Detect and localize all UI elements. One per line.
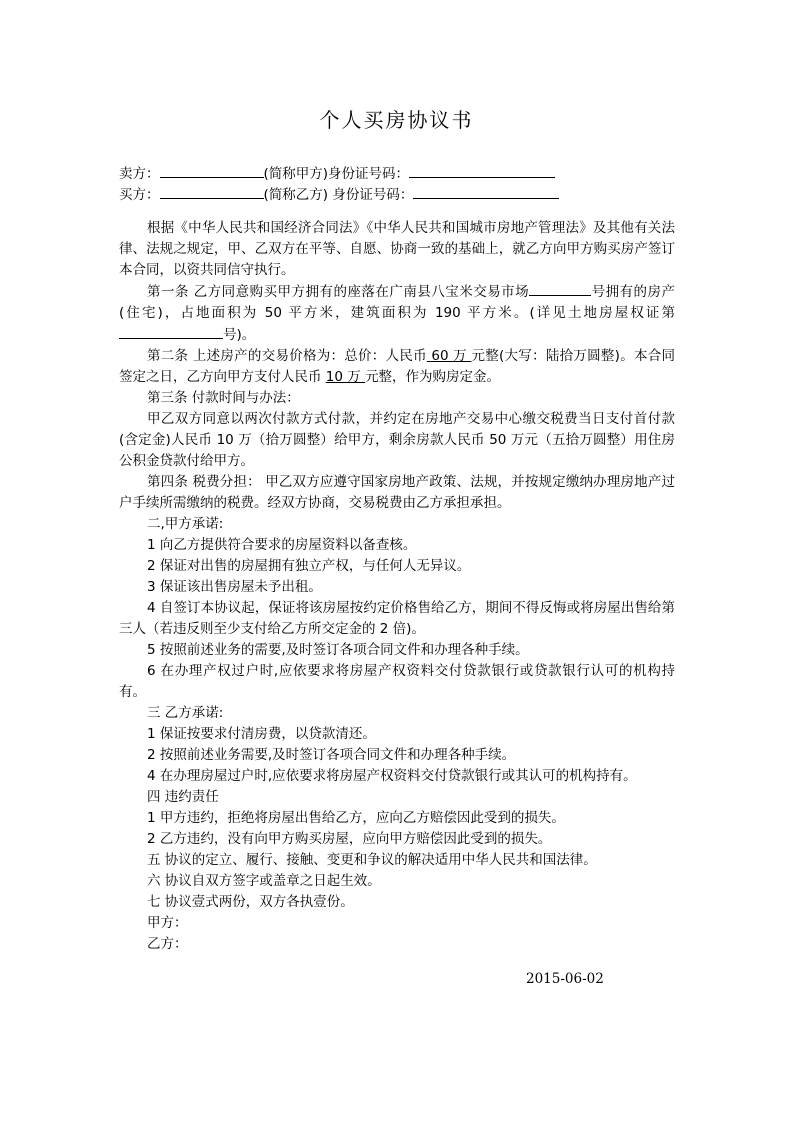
party-a-item: 4 自签订本协议起，保证将该房屋按约定价格售给乙方，期间不得反悔或将房屋出售给第三人（若违反则至少支付给乙方所交定金的 2 倍)。 [119,600,675,637]
party-a-item: 5 按照前述业务的需要,及时签订各项合同文件和办理各种手续。 [147,642,529,658]
seller-line [119,163,555,183]
article-3-title: 第三条 付款时间与办法： [147,390,300,406]
property-number-blank [529,281,591,296]
signature-party-b: 乙方： [147,936,188,952]
seller-label: 卖方： [119,166,160,182]
certificate-number-blank [119,324,223,339]
party-a-item: 6 在办理产权过户时,应依要求将房屋产权资料交付贷款银行或贷款银行认可的机构持有。 [119,663,675,700]
article-1-text-b: 号拥有的房产(住宅)，占地面积为 50 平方米，建筑面积为 190 平方米。(详见土地房屋权证第 [119,284,675,321]
buyer-short: (简称乙方) 身份证号码： [263,187,414,203]
document-title: 个人买房协议书 [319,108,474,132]
buyer-label: 买方： [119,187,160,203]
breach-heading: 四 违约责任 [147,789,219,805]
party-b-item: 2 按照前述业务需要,及时签订各项合同文件和办理各种手续。 [147,747,516,763]
preamble: 根据《中华人民共和国经济合同法》《中华人民共和国城市房地产管理法》及其他有关法律、法规之规定，甲、乙双方在平等、自愿、协商一致的基础上，就乙方向甲方购买房产签订本合同，以资共同信守执行。 [119,220,675,278]
party-a-item: 1 向乙方提供符合要求的房屋资料以备查核。 [147,537,417,553]
breach-item: 1 甲方违约，拒绝将房屋出售给乙方，应向乙方赔偿因此受到的损失。 [147,810,565,826]
buyer-id-blank [413,184,559,199]
article-2-text-b: 元整(大写：陆拾万圆整)。本合同签定之日，乙方向甲方支付人民币 [119,348,675,385]
seller-name-blank [160,163,264,178]
party-a-item: 2 保证对出售的房屋拥有独立产权，与任何人无异议。 [147,558,471,574]
buyer-name-blank [160,184,264,199]
article-1-text-c: 号)。 [223,327,256,343]
article-2-text-c: 元整，作为购房定金。 [365,369,501,385]
breach-item: 2 乙方违约，没有向甲方购买房屋，应向甲方赔偿因此受到的损失。 [147,831,552,847]
deposit-value: 10 万 [325,369,366,385]
article-1 [119,281,675,346]
seller-id-blank [409,163,555,178]
party-b-heading: 三 乙方承诺: [147,705,224,721]
article-1-text-a: 第一条 乙方同意购买甲方拥有的座落在广南县八宝米交易市场 [147,284,530,300]
party-b-item: 4 在办理房屋过户时,应依要求将房屋产权资料交付贷款银行或其认可的机构持有。 [147,768,637,784]
document-date: 2015-06-02 [526,971,604,987]
party-b-item: 1 保证按要求付清房费，以贷款清还。 [147,726,376,742]
article-2-text-a: 第二条 上述房产的交易价格为：总价：人民币 [147,348,427,364]
article-2 [119,346,675,388]
clause-6: 六 协议自双方签字或盖章之日起生效。 [147,873,381,889]
article-3-body: 甲乙双方同意以两次付款方式付款，并约定在房地产交易中心缴交税费当日支付首付款(含定金)人民币 10 万（拾万圆整）给甲方，剩余房款人民币 50 万元（五拾万圆整）用住房公积金贷款付给甲方。 [119,411,675,469]
buyer-line [119,184,559,204]
seller-short: (简称甲方)身份证号码： [263,166,410,182]
total-price-value: 60 万 [426,348,472,364]
article-4: 第四条 税费分担： 甲乙双方应遵守国家房地产政策、法规，并按规定缴纳办理房地产过户手续所需缴纳的税费。经双方协商，交易税费由乙方承担承担。 [119,474,675,511]
contract-body [119,218,675,955]
signature-party-a: 甲方： [147,915,188,931]
clause-7: 七 协议壹式两份，双方各执壹份。 [147,894,354,910]
party-a-item: 3 保证该出售房屋未予出租。 [147,579,322,595]
clause-5: 五 协议的定立、履行、接触、变更和争议的解决适用中华人民共和国法律。 [147,852,597,868]
party-a-heading: 二,甲方承诺: [147,516,224,532]
